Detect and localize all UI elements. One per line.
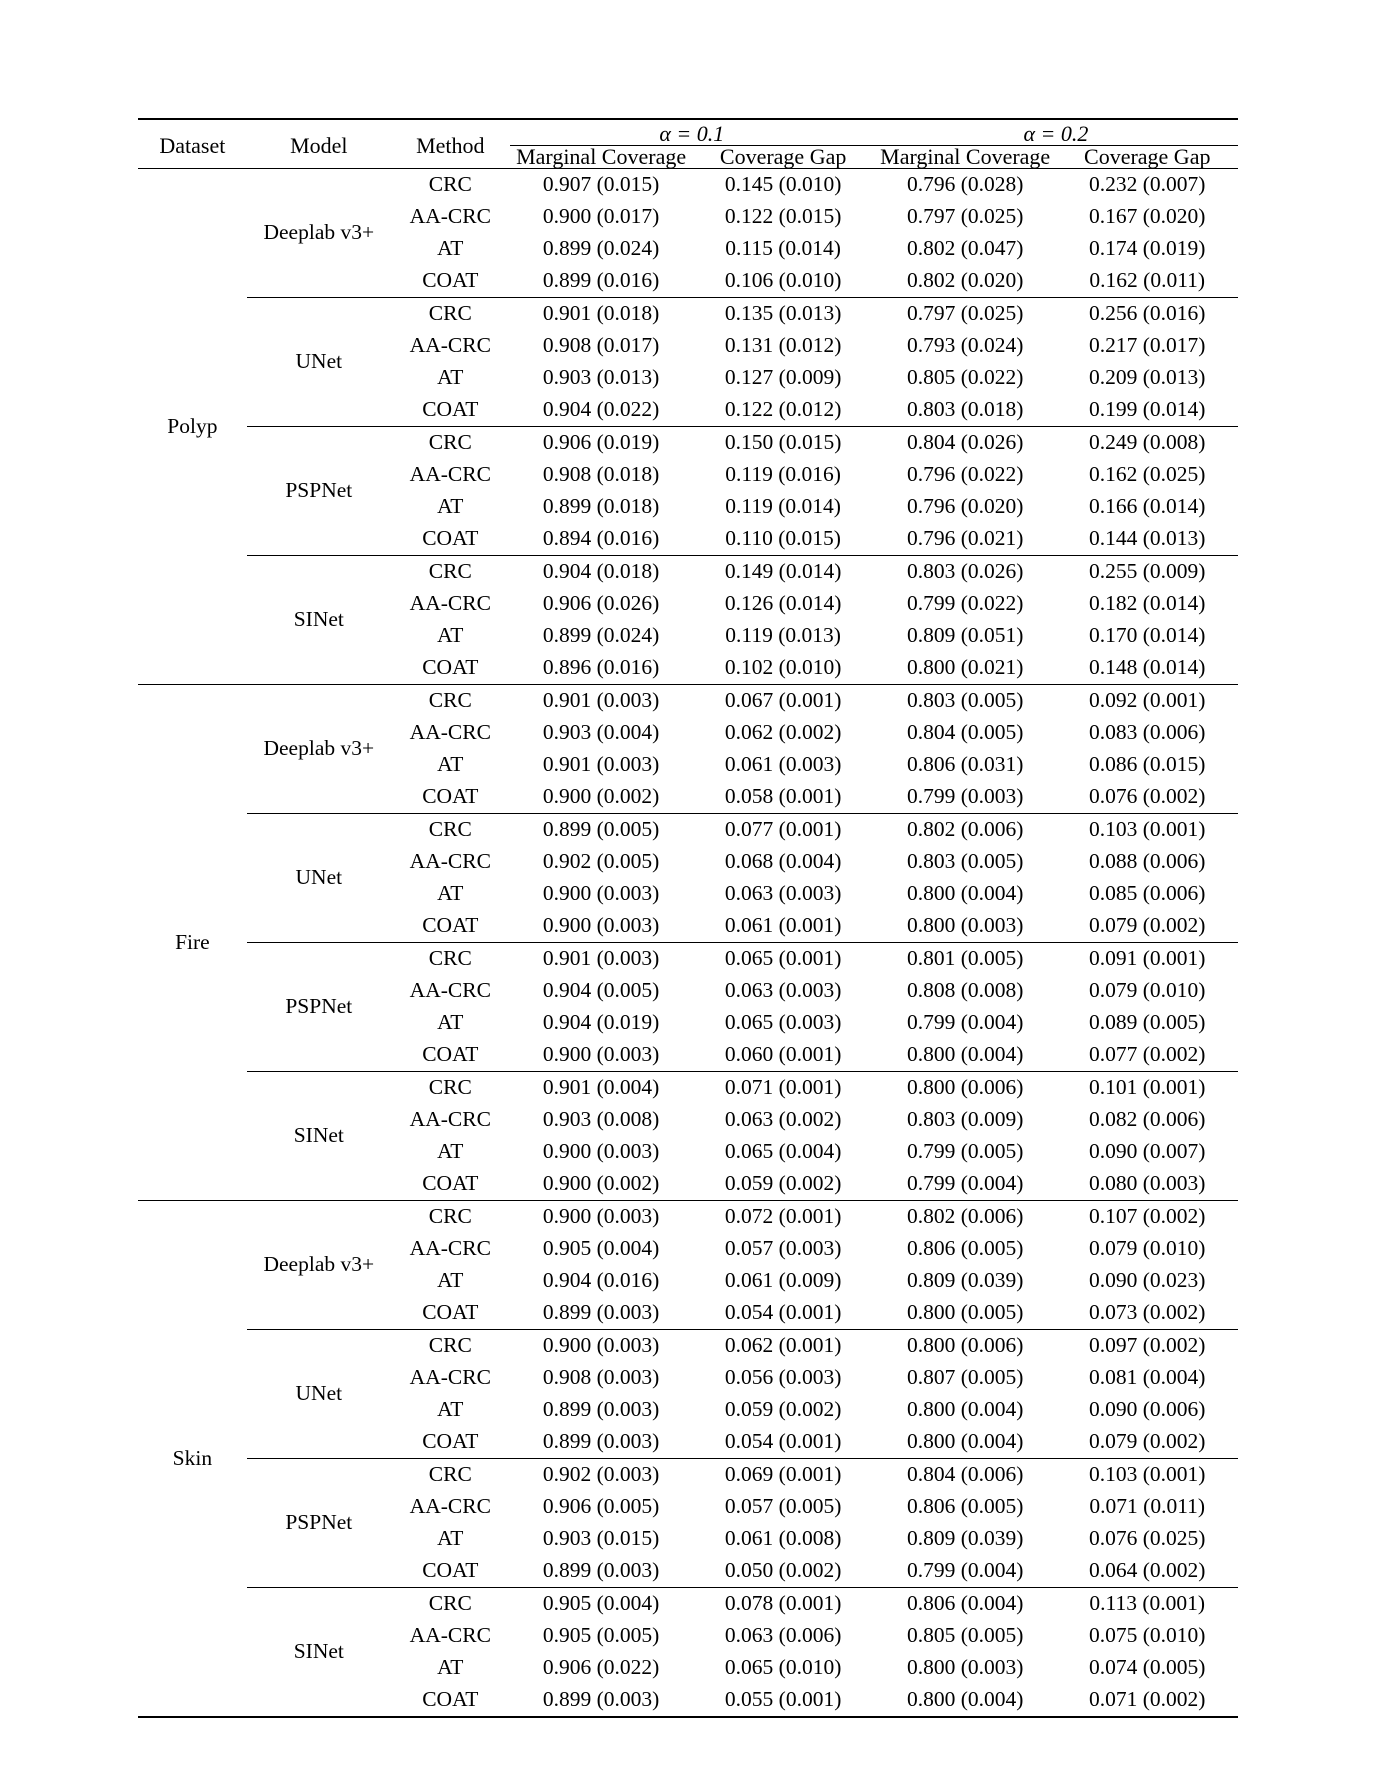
coverage-gap-alpha-0-1: 0.122 (0.015) xyxy=(724,204,842,229)
coverage-gap-alpha-0-2: 0.162 (0.025) xyxy=(1089,462,1206,487)
marginal-coverage-alpha-0-1: 0.900 (0.002) xyxy=(542,1171,660,1196)
coverage-gap-alpha-0-2: 0.085 (0.006) xyxy=(1089,881,1206,906)
marginal-coverage-alpha-0-1: 0.901 (0.003) xyxy=(510,943,693,976)
marginal-coverage-alpha-0-1: 0.899 (0.024) xyxy=(542,623,660,648)
marginal-coverage-alpha-0-1: 0.899 (0.003) xyxy=(542,1558,660,1583)
coverage-gap-alpha-0-2: 0.170 (0.014) xyxy=(1089,623,1206,648)
coverage-gap-alpha-0-2: 0.101 (0.001) xyxy=(1057,1072,1239,1105)
marginal-coverage-alpha-0-1: 0.904 (0.022) xyxy=(542,397,660,422)
column-header-dataset: Dataset xyxy=(159,132,226,158)
marginal-coverage-alpha-0-2: 0.805 (0.005) xyxy=(906,1623,1024,1648)
coverage-gap-alpha-0-1: 0.054 (0.001) xyxy=(724,1300,842,1325)
marginal-coverage-alpha-0-2: 0.796 (0.028) xyxy=(874,169,1057,202)
marginal-coverage-alpha-0-2: 0.799 (0.003) xyxy=(906,784,1024,809)
method-label: COAT xyxy=(422,526,479,551)
coverage-gap-alpha-0-2: 0.081 (0.004) xyxy=(1089,1365,1206,1390)
method-label: AT xyxy=(437,1526,464,1551)
marginal-coverage-alpha-0-2: 0.803 (0.005) xyxy=(906,849,1024,874)
coverage-gap-alpha-0-2: 0.167 (0.020) xyxy=(1089,204,1206,229)
coverage-gap-alpha-0-2: 0.073 (0.002) xyxy=(1089,1300,1206,1325)
coverage-gap-alpha-0-1: 0.063 (0.003) xyxy=(724,881,842,906)
marginal-coverage-alpha-0-2: 0.803 (0.009) xyxy=(906,1107,1024,1132)
coverage-gap-alpha-0-2: 0.088 (0.006) xyxy=(1089,849,1206,874)
table-row xyxy=(138,556,1238,589)
method-label: CRC xyxy=(391,1588,510,1621)
marginal-coverage-alpha-0-1: 0.900 (0.003) xyxy=(510,1201,693,1234)
alpha-0-2-label: α = 0.2 xyxy=(1023,121,1089,146)
method-label: COAT xyxy=(422,1171,479,1196)
table-row xyxy=(138,1330,1238,1363)
method-label: COAT xyxy=(422,1042,479,1067)
marginal-coverage-alpha-0-2: 0.796 (0.020) xyxy=(906,494,1024,519)
dataset-label-polyp: Polyp xyxy=(138,169,247,685)
method-label: AA-CRC xyxy=(409,1494,491,1519)
method-label: AA-CRC xyxy=(409,849,491,874)
marginal-coverage-alpha-0-1: 0.894 (0.016) xyxy=(542,526,660,551)
model-label-sinet: SINet xyxy=(247,556,391,685)
marginal-coverage-alpha-0-1: 0.901 (0.003) xyxy=(510,685,693,718)
marginal-coverage-alpha-0-2: 0.800 (0.004) xyxy=(906,1429,1024,1454)
marginal-coverage-alpha-0-2: 0.804 (0.026) xyxy=(874,427,1057,460)
marginal-coverage-alpha-0-2: 0.806 (0.005) xyxy=(906,1236,1024,1261)
coverage-gap-alpha-0-1: 0.110 (0.015) xyxy=(725,526,841,551)
method-label: COAT xyxy=(422,655,479,680)
marginal-coverage-alpha-0-1: 0.901 (0.003) xyxy=(542,752,660,777)
coverage-gap-alpha-0-2: 0.113 (0.001) xyxy=(1057,1588,1239,1621)
coverage-gap-alpha-0-2: 0.174 (0.019) xyxy=(1089,236,1206,261)
method-label: AA-CRC xyxy=(409,333,491,358)
method-label: CRC xyxy=(391,943,510,976)
coverage-gap-alpha-0-1: 0.067 (0.001) xyxy=(692,685,873,718)
marginal-coverage-alpha-0-1: 0.906 (0.019) xyxy=(510,427,693,460)
method-label: AA-CRC xyxy=(409,462,491,487)
method-label: CRC xyxy=(391,1201,510,1234)
coverage-gap-alpha-0-1: 0.062 (0.002) xyxy=(724,720,842,745)
coverage-gap-alpha-0-1: 0.061 (0.008) xyxy=(724,1526,842,1551)
coverage-gap-alpha-0-1: 0.056 (0.003) xyxy=(724,1365,842,1390)
table-row xyxy=(138,814,1238,847)
method-label: COAT xyxy=(422,397,479,422)
coverage-gap-alpha-0-1: 0.065 (0.003) xyxy=(724,1010,842,1035)
marginal-coverage-alpha-0-2: 0.797 (0.025) xyxy=(906,204,1024,229)
coverage-gap-alpha-0-2: 0.064 (0.002) xyxy=(1089,1558,1206,1583)
marginal-coverage-alpha-0-2: 0.800 (0.006) xyxy=(874,1072,1057,1105)
table-row xyxy=(138,169,1238,202)
bottom-rule xyxy=(138,1716,1238,1717)
coverage-gap-alpha-0-1: 0.106 (0.010) xyxy=(724,268,842,293)
coverage-gap-alpha-0-1: 0.059 (0.002) xyxy=(724,1171,842,1196)
column-header-marginal-coverage-a2: Marginal Coverage xyxy=(880,144,1051,169)
model-label-sinet: SINet xyxy=(247,1072,391,1201)
method-label: AT xyxy=(437,236,464,261)
marginal-coverage-alpha-0-1: 0.904 (0.005) xyxy=(542,978,660,1003)
marginal-coverage-alpha-0-2: 0.796 (0.021) xyxy=(906,526,1024,551)
method-label: COAT xyxy=(422,268,479,293)
method-label: CRC xyxy=(391,169,510,202)
method-label: CRC xyxy=(391,556,510,589)
method-label: AA-CRC xyxy=(409,1107,491,1132)
method-label: AA-CRC xyxy=(409,978,491,1003)
model-label-unet: UNet xyxy=(247,298,391,427)
marginal-coverage-alpha-0-2: 0.800 (0.004) xyxy=(906,881,1024,906)
table-body xyxy=(138,169,1238,1717)
marginal-coverage-alpha-0-1: 0.906 (0.022) xyxy=(542,1655,660,1680)
marginal-coverage-alpha-0-1: 0.903 (0.004) xyxy=(542,720,660,745)
coverage-gap-alpha-0-1: 0.063 (0.003) xyxy=(724,978,842,1003)
dataset-label-skin: Skin xyxy=(138,1201,247,1717)
method-label: COAT xyxy=(422,1300,479,1325)
marginal-coverage-alpha-0-2: 0.806 (0.005) xyxy=(906,1494,1024,1519)
marginal-coverage-alpha-0-2: 0.806 (0.031) xyxy=(906,752,1024,777)
table-row xyxy=(138,1459,1238,1492)
table-row xyxy=(138,685,1238,718)
coverage-gap-alpha-0-2: 0.075 (0.010) xyxy=(1089,1623,1206,1648)
table-footer xyxy=(138,1716,1238,1717)
marginal-coverage-alpha-0-2: 0.800 (0.003) xyxy=(906,1655,1024,1680)
coverage-gap-alpha-0-1: 0.063 (0.002) xyxy=(724,1107,842,1132)
model-label-pspnet: PSPNet xyxy=(247,943,391,1072)
marginal-coverage-alpha-0-2: 0.804 (0.006) xyxy=(874,1459,1057,1492)
marginal-coverage-alpha-0-2: 0.799 (0.022) xyxy=(906,591,1024,616)
coverage-gap-alpha-0-1: 0.072 (0.001) xyxy=(692,1201,873,1234)
method-label: AT xyxy=(437,1139,464,1164)
method-label: COAT xyxy=(422,784,479,809)
model-label-unet: UNet xyxy=(247,1330,391,1459)
coverage-gap-alpha-0-2: 0.080 (0.003) xyxy=(1089,1171,1206,1196)
marginal-coverage-alpha-0-2: 0.803 (0.018) xyxy=(906,397,1024,422)
method-label: AT xyxy=(437,752,464,777)
coverage-gap-alpha-0-1: 0.050 (0.002) xyxy=(724,1558,842,1583)
coverage-gap-alpha-0-1: 0.058 (0.001) xyxy=(724,784,842,809)
method-label: CRC xyxy=(391,1330,510,1363)
coverage-gap-alpha-0-2: 0.097 (0.002) xyxy=(1057,1330,1239,1363)
coverage-gap-alpha-0-2: 0.086 (0.015) xyxy=(1089,752,1206,777)
table-row xyxy=(138,298,1238,331)
marginal-coverage-alpha-0-1: 0.899 (0.016) xyxy=(542,268,660,293)
coverage-gap-alpha-0-1: 0.068 (0.004) xyxy=(724,849,842,874)
marginal-coverage-alpha-0-1: 0.899 (0.003) xyxy=(542,1397,660,1422)
method-label: CRC xyxy=(391,298,510,331)
method-label: CRC xyxy=(391,814,510,847)
method-label: AA-CRC xyxy=(409,1623,491,1648)
coverage-gap-alpha-0-1: 0.145 (0.010) xyxy=(692,169,873,202)
coverage-gap-alpha-0-2: 0.076 (0.002) xyxy=(1089,784,1206,809)
marginal-coverage-alpha-0-1: 0.900 (0.003) xyxy=(542,1042,660,1067)
marginal-coverage-alpha-0-1: 0.907 (0.015) xyxy=(510,169,693,202)
marginal-coverage-alpha-0-2: 0.800 (0.021) xyxy=(906,655,1024,680)
coverage-gap-alpha-0-2: 0.077 (0.002) xyxy=(1089,1042,1206,1067)
marginal-coverage-alpha-0-1: 0.904 (0.016) xyxy=(542,1268,660,1293)
coverage-gap-alpha-0-2: 0.071 (0.011) xyxy=(1089,1494,1206,1519)
coverage-gap-alpha-0-1: 0.069 (0.001) xyxy=(692,1459,873,1492)
marginal-coverage-alpha-0-2: 0.799 (0.005) xyxy=(906,1139,1024,1164)
coverage-gap-alpha-0-1: 0.065 (0.001) xyxy=(692,943,873,976)
marginal-coverage-alpha-0-2: 0.799 (0.004) xyxy=(906,1010,1024,1035)
column-header-model: Model xyxy=(290,132,348,158)
marginal-coverage-alpha-0-1: 0.899 (0.018) xyxy=(542,494,660,519)
coverage-gap-alpha-0-2: 0.209 (0.013) xyxy=(1089,365,1206,390)
marginal-coverage-alpha-0-1: 0.905 (0.004) xyxy=(542,1236,660,1261)
coverage-gap-alpha-0-1: 0.057 (0.005) xyxy=(724,1494,842,1519)
model-label-deeplab-v3: Deeplab v3+ xyxy=(247,1201,391,1330)
method-label: AT xyxy=(437,1397,464,1422)
column-header-marginal-coverage-a1: Marginal Coverage xyxy=(516,144,687,169)
coverage-gap-alpha-0-1: 0.065 (0.010) xyxy=(724,1655,842,1680)
marginal-coverage-alpha-0-2: 0.802 (0.020) xyxy=(906,268,1024,293)
marginal-coverage-alpha-0-1: 0.903 (0.008) xyxy=(542,1107,660,1132)
coverage-gap-alpha-0-1: 0.061 (0.009) xyxy=(724,1268,842,1293)
coverage-gap-alpha-0-1: 0.135 (0.013) xyxy=(692,298,873,331)
table-row xyxy=(138,1072,1238,1105)
results-table xyxy=(138,118,1238,1718)
table-header xyxy=(138,119,1238,169)
coverage-gap-alpha-0-2: 0.079 (0.010) xyxy=(1089,1236,1206,1261)
method-label: AT xyxy=(437,1268,464,1293)
marginal-coverage-alpha-0-1: 0.904 (0.019) xyxy=(542,1010,660,1035)
coverage-gap-alpha-0-1: 0.122 (0.012) xyxy=(724,397,842,422)
method-label: COAT xyxy=(422,1429,479,1454)
table-row xyxy=(138,943,1238,976)
coverage-gap-alpha-0-2: 0.256 (0.016) xyxy=(1057,298,1239,331)
coverage-gap-alpha-0-2: 0.166 (0.014) xyxy=(1089,494,1206,519)
coverage-gap-alpha-0-2: 0.249 (0.008) xyxy=(1057,427,1239,460)
model-label-deeplab-v3: Deeplab v3+ xyxy=(247,169,391,298)
coverage-gap-alpha-0-1: 0.077 (0.001) xyxy=(692,814,873,847)
marginal-coverage-alpha-0-2: 0.800 (0.004) xyxy=(906,1397,1024,1422)
marginal-coverage-alpha-0-1: 0.905 (0.004) xyxy=(510,1588,693,1621)
method-label: CRC xyxy=(391,1072,510,1105)
method-label: COAT xyxy=(422,1558,479,1583)
coverage-gap-alpha-0-2: 0.217 (0.017) xyxy=(1089,333,1206,358)
table-row xyxy=(138,1588,1238,1621)
marginal-coverage-alpha-0-1: 0.901 (0.018) xyxy=(510,298,693,331)
marginal-coverage-alpha-0-2: 0.804 (0.005) xyxy=(906,720,1024,745)
marginal-coverage-alpha-0-2: 0.793 (0.024) xyxy=(906,333,1024,358)
column-header-method: Method xyxy=(416,132,485,158)
coverage-gap-alpha-0-2: 0.199 (0.014) xyxy=(1089,397,1206,422)
marginal-coverage-alpha-0-2: 0.799 (0.004) xyxy=(906,1558,1024,1583)
marginal-coverage-alpha-0-1: 0.899 (0.003) xyxy=(542,1687,660,1712)
coverage-gap-alpha-0-2: 0.103 (0.001) xyxy=(1057,1459,1239,1492)
coverage-gap-alpha-0-1: 0.119 (0.016) xyxy=(725,462,841,487)
marginal-coverage-alpha-0-1: 0.900 (0.003) xyxy=(542,881,660,906)
marginal-coverage-alpha-0-1: 0.900 (0.003) xyxy=(510,1330,693,1363)
coverage-gap-alpha-0-1: 0.059 (0.002) xyxy=(724,1397,842,1422)
method-label: CRC xyxy=(391,427,510,460)
coverage-gap-alpha-0-2: 0.076 (0.025) xyxy=(1089,1526,1206,1551)
marginal-coverage-alpha-0-1: 0.902 (0.003) xyxy=(510,1459,693,1492)
coverage-gap-alpha-0-1: 0.078 (0.001) xyxy=(692,1588,873,1621)
coverage-gap-alpha-0-1: 0.057 (0.003) xyxy=(724,1236,842,1261)
method-label: COAT xyxy=(422,913,479,938)
method-label: AT xyxy=(437,881,464,906)
coverage-gap-alpha-0-2: 0.079 (0.002) xyxy=(1089,913,1206,938)
marginal-coverage-alpha-0-2: 0.800 (0.005) xyxy=(906,1300,1024,1325)
method-label: AA-CRC xyxy=(409,720,491,745)
coverage-gap-alpha-0-2: 0.090 (0.007) xyxy=(1089,1139,1206,1164)
method-label: AT xyxy=(437,623,464,648)
method-label: CRC xyxy=(391,685,510,718)
coverage-gap-alpha-0-1: 0.061 (0.001) xyxy=(724,913,842,938)
coverage-gap-alpha-0-2: 0.144 (0.013) xyxy=(1089,526,1206,551)
coverage-gap-alpha-0-2: 0.074 (0.005) xyxy=(1089,1655,1206,1680)
marginal-coverage-alpha-0-2: 0.800 (0.004) xyxy=(906,1687,1024,1712)
marginal-coverage-alpha-0-1: 0.904 (0.018) xyxy=(510,556,693,589)
marginal-coverage-alpha-0-1: 0.901 (0.004) xyxy=(510,1072,693,1105)
marginal-coverage-alpha-0-2: 0.801 (0.005) xyxy=(874,943,1057,976)
dataset-label-fire: Fire xyxy=(138,685,247,1201)
coverage-gap-alpha-0-1: 0.062 (0.001) xyxy=(692,1330,873,1363)
coverage-gap-alpha-0-2: 0.079 (0.002) xyxy=(1089,1429,1206,1454)
model-label-sinet: SINet xyxy=(247,1588,391,1717)
marginal-coverage-alpha-0-1: 0.900 (0.003) xyxy=(542,913,660,938)
marginal-coverage-alpha-0-1: 0.905 (0.005) xyxy=(542,1623,660,1648)
coverage-gap-alpha-0-1: 0.149 (0.014) xyxy=(692,556,873,589)
method-label: COAT xyxy=(422,1687,479,1712)
model-label-deeplab-v3: Deeplab v3+ xyxy=(247,685,391,814)
marginal-coverage-alpha-0-2: 0.802 (0.047) xyxy=(906,236,1024,261)
coverage-gap-alpha-0-1: 0.126 (0.014) xyxy=(724,591,842,616)
marginal-coverage-alpha-0-1: 0.899 (0.005) xyxy=(510,814,693,847)
coverage-gap-alpha-0-2: 0.162 (0.011) xyxy=(1089,268,1206,293)
coverage-gap-alpha-0-2: 0.082 (0.006) xyxy=(1089,1107,1206,1132)
marginal-coverage-alpha-0-2: 0.809 (0.051) xyxy=(906,623,1024,648)
table-row xyxy=(138,427,1238,460)
coverage-gap-alpha-0-2: 0.107 (0.002) xyxy=(1057,1201,1239,1234)
coverage-gap-alpha-0-1: 0.065 (0.004) xyxy=(724,1139,842,1164)
method-label: AA-CRC xyxy=(409,204,491,229)
coverage-gap-alpha-0-1: 0.127 (0.009) xyxy=(724,365,842,390)
marginal-coverage-alpha-0-2: 0.808 (0.008) xyxy=(906,978,1024,1003)
coverage-gap-alpha-0-2: 0.079 (0.010) xyxy=(1089,978,1206,1003)
coverage-gap-alpha-0-2: 0.091 (0.001) xyxy=(1057,943,1239,976)
method-label: AT xyxy=(437,1010,464,1035)
marginal-coverage-alpha-0-1: 0.902 (0.005) xyxy=(542,849,660,874)
coverage-gap-alpha-0-1: 0.150 (0.015) xyxy=(692,427,873,460)
alpha-0-1-label: α = 0.1 xyxy=(659,121,725,146)
marginal-coverage-alpha-0-2: 0.799 (0.004) xyxy=(906,1171,1024,1196)
model-label-unet: UNet xyxy=(247,814,391,943)
coverage-gap-alpha-0-2: 0.255 (0.009) xyxy=(1057,556,1239,589)
method-label: AA-CRC xyxy=(409,591,491,616)
table-row xyxy=(138,1201,1238,1234)
method-label: CRC xyxy=(391,1459,510,1492)
coverage-gap-alpha-0-2: 0.083 (0.006) xyxy=(1089,720,1206,745)
coverage-gap-alpha-0-2: 0.103 (0.001) xyxy=(1057,814,1239,847)
marginal-coverage-alpha-0-2: 0.807 (0.005) xyxy=(906,1365,1024,1390)
marginal-coverage-alpha-0-2: 0.796 (0.022) xyxy=(906,462,1024,487)
model-label-pspnet: PSPNet xyxy=(247,427,391,556)
marginal-coverage-alpha-0-1: 0.900 (0.003) xyxy=(542,1139,660,1164)
header-row-alpha xyxy=(138,123,1238,146)
coverage-gap-alpha-0-2: 0.071 (0.002) xyxy=(1089,1687,1206,1712)
method-label: AA-CRC xyxy=(409,1365,491,1390)
coverage-gap-alpha-0-1: 0.119 (0.013) xyxy=(725,623,841,648)
marginal-coverage-alpha-0-1: 0.903 (0.015) xyxy=(542,1526,660,1551)
coverage-gap-alpha-0-1: 0.063 (0.006) xyxy=(724,1623,842,1648)
marginal-coverage-alpha-0-2: 0.797 (0.025) xyxy=(874,298,1057,331)
marginal-coverage-alpha-0-2: 0.803 (0.005) xyxy=(874,685,1057,718)
method-label: AT xyxy=(437,1655,464,1680)
method-label: AT xyxy=(437,494,464,519)
coverage-gap-alpha-0-1: 0.055 (0.001) xyxy=(724,1687,842,1712)
coverage-gap-alpha-0-2: 0.090 (0.006) xyxy=(1089,1397,1206,1422)
column-header-alpha-0-2 xyxy=(874,123,1238,146)
coverage-gap-alpha-0-1: 0.115 (0.014) xyxy=(725,236,841,261)
coverage-gap-alpha-0-1: 0.102 (0.010) xyxy=(724,655,842,680)
coverage-gap-alpha-0-1: 0.061 (0.003) xyxy=(724,752,842,777)
marginal-coverage-alpha-0-1: 0.903 (0.013) xyxy=(542,365,660,390)
coverage-gap-alpha-0-2: 0.089 (0.005) xyxy=(1089,1010,1206,1035)
marginal-coverage-alpha-0-2: 0.800 (0.004) xyxy=(906,1042,1024,1067)
marginal-coverage-alpha-0-2: 0.809 (0.039) xyxy=(906,1268,1024,1293)
marginal-coverage-alpha-0-1: 0.896 (0.016) xyxy=(542,655,660,680)
marginal-coverage-alpha-0-2: 0.805 (0.022) xyxy=(906,365,1024,390)
marginal-coverage-alpha-0-1: 0.908 (0.017) xyxy=(542,333,660,358)
marginal-coverage-alpha-0-1: 0.906 (0.005) xyxy=(542,1494,660,1519)
coverage-gap-alpha-0-2: 0.232 (0.007) xyxy=(1057,169,1239,202)
marginal-coverage-alpha-0-1: 0.899 (0.024) xyxy=(542,236,660,261)
column-header-coverage-gap-a2: Coverage Gap xyxy=(1084,144,1211,169)
coverage-gap-alpha-0-2: 0.182 (0.014) xyxy=(1089,591,1206,616)
coverage-gap-alpha-0-2: 0.148 (0.014) xyxy=(1089,655,1206,680)
marginal-coverage-alpha-0-2: 0.800 (0.006) xyxy=(874,1330,1057,1363)
coverage-gap-alpha-0-1: 0.119 (0.014) xyxy=(725,494,841,519)
marginal-coverage-alpha-0-2: 0.809 (0.039) xyxy=(906,1526,1024,1551)
marginal-coverage-alpha-0-2: 0.802 (0.006) xyxy=(874,1201,1057,1234)
column-header-alpha-0-1 xyxy=(510,123,874,146)
coverage-gap-alpha-0-2: 0.090 (0.023) xyxy=(1089,1268,1206,1293)
marginal-coverage-alpha-0-2: 0.802 (0.006) xyxy=(874,814,1057,847)
coverage-gap-alpha-0-1: 0.054 (0.001) xyxy=(724,1429,842,1454)
coverage-gap-alpha-0-2: 0.092 (0.001) xyxy=(1057,685,1239,718)
marginal-coverage-alpha-0-1: 0.906 (0.026) xyxy=(542,591,660,616)
marginal-coverage-alpha-0-2: 0.800 (0.003) xyxy=(906,913,1024,938)
method-label: AT xyxy=(437,365,464,390)
marginal-coverage-alpha-0-1: 0.908 (0.003) xyxy=(542,1365,660,1390)
marginal-coverage-alpha-0-1: 0.908 (0.018) xyxy=(542,462,660,487)
marginal-coverage-alpha-0-2: 0.803 (0.026) xyxy=(874,556,1057,589)
marginal-coverage-alpha-0-1: 0.900 (0.002) xyxy=(542,784,660,809)
coverage-gap-alpha-0-1: 0.060 (0.001) xyxy=(724,1042,842,1067)
marginal-coverage-alpha-0-2: 0.806 (0.004) xyxy=(874,1588,1057,1621)
model-label-pspnet: PSPNet xyxy=(247,1459,391,1588)
marginal-coverage-alpha-0-1: 0.899 (0.003) xyxy=(542,1429,660,1454)
marginal-coverage-alpha-0-1: 0.899 (0.003) xyxy=(542,1300,660,1325)
method-label: AA-CRC xyxy=(409,1236,491,1261)
column-header-coverage-gap-a1: Coverage Gap xyxy=(719,144,847,169)
marginal-coverage-alpha-0-1: 0.900 (0.017) xyxy=(542,204,660,229)
coverage-gap-alpha-0-1: 0.131 (0.012) xyxy=(724,333,842,358)
coverage-gap-alpha-0-1: 0.071 (0.001) xyxy=(692,1072,873,1105)
